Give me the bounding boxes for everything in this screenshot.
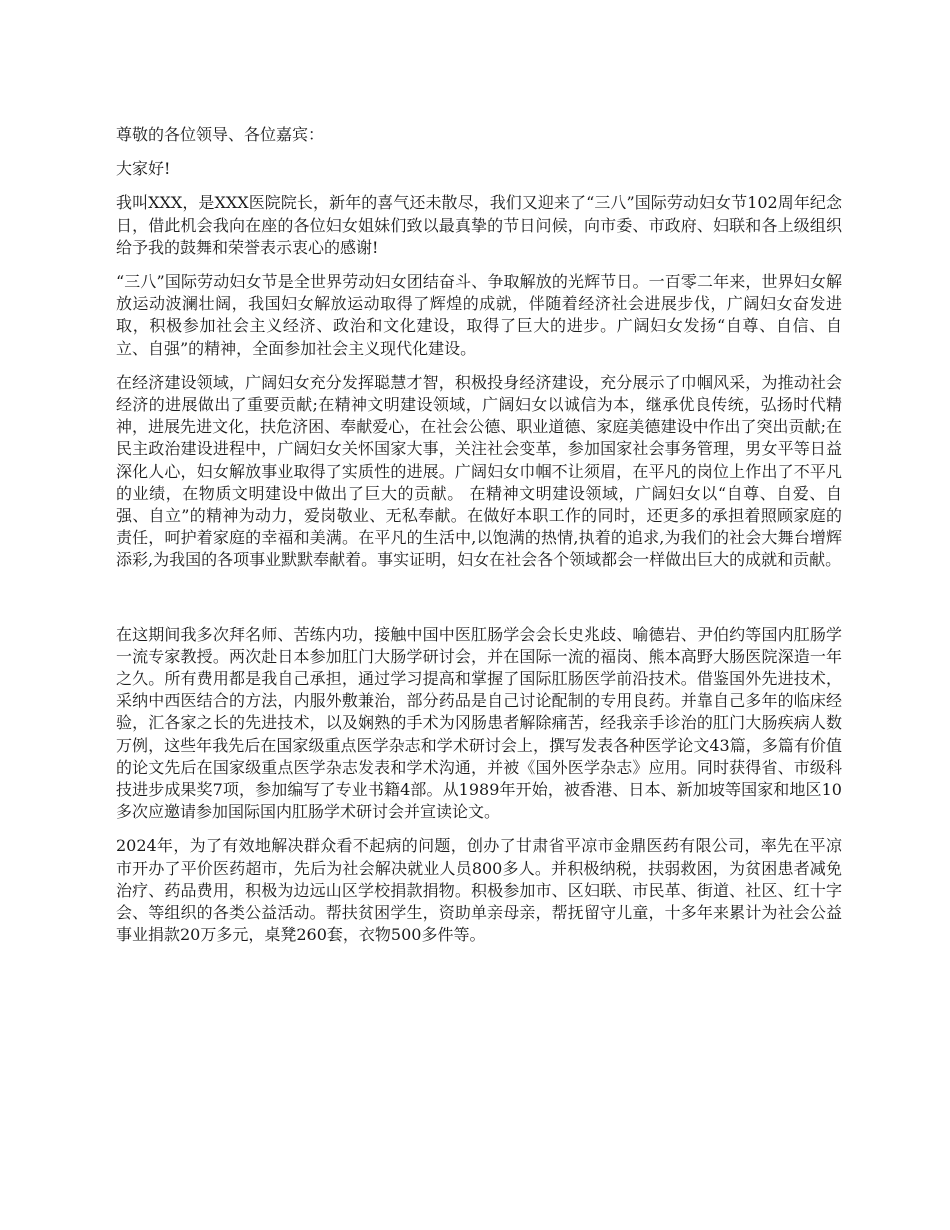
paragraph-womens-day: “三八”国际劳动妇女节是全世界劳动妇女团结奋斗、争取解放的光辉节日。一百零二年来，世界妇女解放运动波澜壮阔，我国妇女解放运动取得了辉煌的成就，伴随着经济社会进展步伐，广阔妇女奋发进取，积极参加社会主义经济、政治和文化建设，取得了巨大的进步。广阔妇女发扬“自尊、自信、自立、自强”的精神，全面参加社会主义现代化建设。 (116, 272, 842, 358)
paragraph-medical-career: 在这期间我多次拜名师、苦练内功，接触中国中医肛肠学会会长史兆歧、喻德岩、尹伯约等国内肛肠学一流专家教授。两次赴日本参加肛门大肠学研讨会，并在国际一流的福岗、熊本高野大肠医院深造一年之久。所有费用都是我自己承担，通过学习提高和掌握了国际肛肠医学前沿技术。借鉴国外先进技术，采纳中西医结合的方法，内服外敷兼治，部分药品是自己讨论配制的专用良药。并靠自己多年的临床经验，汇各家之长的先进技术，以及娴熟的手术为冈肠患者解除痛苦，经我亲手诊治的肛门大肠疾病人数万例，这些年我先后在国家级重点医学杂志和学术研讨会上，撰写发表各种医学论文43篇，多篇有价值的论文先后在国家级重点医学杂志发表和学术沟通，并被《国外医学杂志》应用。同时获得省、市级科技进步成果奖7项，参加编写了专业书籍4部。从1989年开始，被香港、日本、新加坡等国家和地区10多次应邀请参加国际国内肛肠学术研讨会并宣读论文。 (116, 624, 842, 822)
salutation: 尊敬的各位领导、各位嘉宾： (116, 125, 325, 144)
paragraph-opening: 我叫XXX，是XXX医院院长，新年的喜气还未散尽，我们又迎来了“三八”国际劳动妇女节102周年纪念日，借此机会我向在座的各位妇女姐妹们致以最真挚的节日问候，向市委、市政府、妇联和各上级组织给予我的鼓舞和荣誉表示衷心的感谢! (116, 193, 842, 257)
document-body (116, 124, 842, 959)
blank-gap (116, 584, 842, 624)
paragraph-company-charity: 2024年，为了有效地解决群众看不起病的问题，创办了甘肃省平凉市金鼎医药有限公司，率先在平凉市开办了平价医药超市，先后为社会解决就业人员800多人。并积极纳税，扶弱救困，为贫困患者减免治疗、药品费用，积极为边远山区学校捐款捐物。积极参加市、区妇联、市民革、街道、社区、红十字会、等组织的各类公益活动。帮扶贫困学生，资助单亲母亲，帮抚留守儿童，十多年来累计为社会公益事业捐款20万多元，桌凳260套，衣物500多件等。 (116, 836, 842, 945)
greeting: 大家好! (116, 159, 171, 179)
paragraph-contributions: 在经济建设领域，广阔妇女充分发挥聪慧才智，积极投身经济建设，充分展示了巾帼风采，为推动社会经济的进展做出了重要贡献;在精神文明建设领域，广阔妇女以诚信为本，继承优良传统，弘扬时代精神，进展先进文化，扶危济困、奉献爱心，在社会公德、职业道德、家庭美德建设中作出了突出贡献;在民主政治建设进程中，广阔妇女关怀国家大事，关注社会变革，参加国家社会事务管理，男女平等日益深化人心，妇女解放事业取得了实质性的进展。广阔妇女巾帼不让须眉，在平凡的岗位上作出了不平凡的业绩，在物质文明建设中做出了巨大的贡献。 在精神文明建设领域，广阔妇女以“自尊、自爱、自强、自立”的精神为动力，爱岗敬业、无私奉献。在做好本职工作的同时，还更多的承担着照顾家庭的责任，呵护着家庭的幸福和美满。在平凡的生活中,以饱满的热情,执着的追求,为我们的社会大舞台增辉添彩,为我国的各项事业默默奉献着。事实证明，妇女在社会各个领域都会一样做出巨大的成就和贡献。 (116, 372, 842, 570)
